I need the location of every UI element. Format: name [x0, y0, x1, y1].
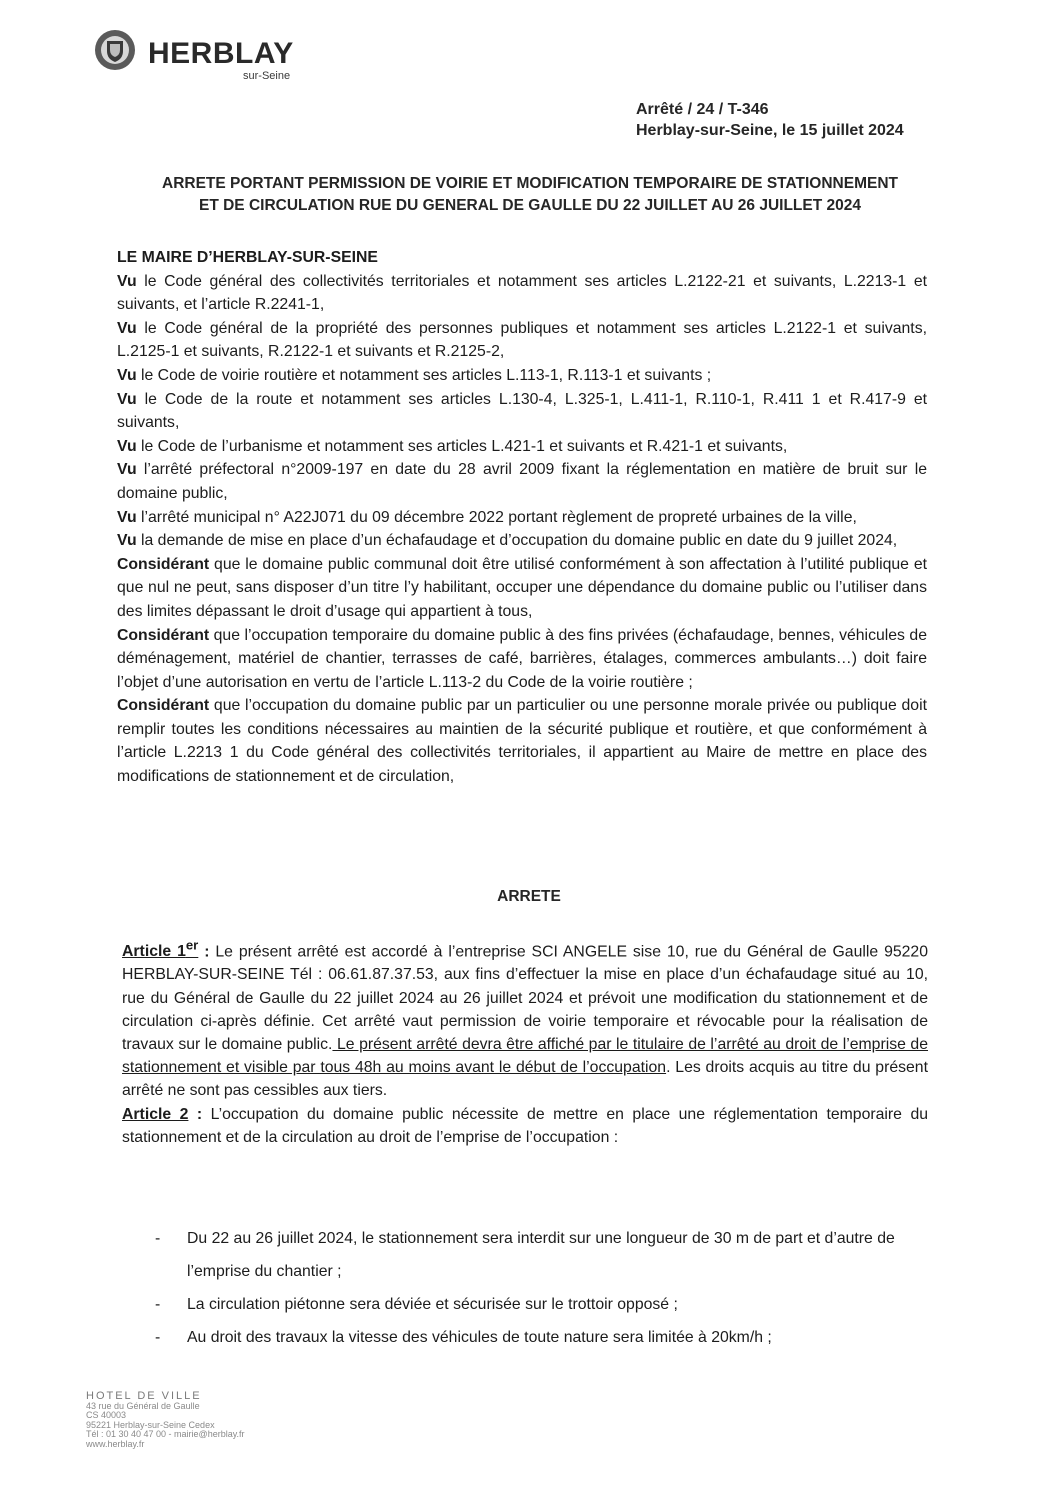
decree-title	[100, 173, 960, 217]
vu-label: Vu	[117, 508, 137, 526]
vu-label: Vu	[117, 319, 137, 337]
dash-bullet: -	[155, 1230, 161, 1247]
vu-text: le Code de l’urbanisme et notamment ses articles L.421-1 et suivants et R.421-1 et suivants,	[136, 437, 788, 455]
list-item	[155, 1222, 935, 1288]
list-item	[155, 1321, 935, 1354]
footer-line: 95221 Herblay-sur-Seine Cedex	[86, 1419, 215, 1430]
vu-text: l’arrêté municipal n° A22J071 du 09 décembre 2022 portant règlement de propreté urbaines de la ville,	[136, 508, 857, 526]
considerant-paragraph	[117, 624, 927, 695]
vu-label: Vu	[117, 532, 137, 550]
article-1	[122, 934, 928, 1103]
article-1-sep: :	[198, 943, 210, 961]
vu-paragraph	[117, 388, 927, 435]
list-item-text: La circulation piétonne sera déviée et sécurisée sur le trottoir opposé ;	[187, 1296, 678, 1313]
place-date: Herblay-sur-Seine, le 15 juillet 2024	[636, 122, 904, 139]
article-1-text-b: . Les droits acquis au titre du présent arrêté ne sont pas cessibles aux tiers.	[122, 1059, 928, 1100]
considerant-paragraph	[117, 553, 927, 624]
vu-text: le Code général des collectivités territoriales et notamment ses articles L.2122-21 et suivants, L.2213-1 et suivants, et l’article R.2241-1,	[117, 272, 927, 314]
vu-paragraph	[117, 529, 927, 553]
article-2-label: Article 2	[122, 1105, 189, 1123]
vu-label: Vu	[117, 437, 137, 455]
footer-line: 43 rue du Général de Gaulle	[86, 1400, 200, 1411]
article-1-text-a: Le présent arrêté est accordé à l’entreprise SCI ANGELE sise 10, rue du Général de Gaulle 95220 HERBLAY-SUR-SEINE Tél : 06.61.87.37.53, aux fins d’effectuer la mise en place d’un échafaudage situé au 10, rue du Général de Gaulle du 22 juillet 2024 au 26 juillet 2024 et prévoit une modification du stationnement et de circulation ci-après définie. Cet arrêté vaut permission de voirie temporaire et révocable pour la réalisation de travaux sur le domaine public.	[122, 943, 929, 1054]
list-item	[155, 1288, 935, 1321]
footer-heading: HOTEL DE VILLE	[86, 1390, 202, 1402]
footer-line: www.herblay.fr	[86, 1438, 145, 1449]
article-1-sup: er	[185, 938, 199, 953]
list-item-text: Du 22 au 26 juillet 2024, le stationnement sera interdit sur une longueur de 30 m de part et d’autre de l’emprise du chantier ;	[187, 1230, 895, 1280]
logo-subtitle: sur-Seine	[243, 70, 291, 82]
vu-text: le Code de la route et notamment ses articles L.130-4, L.325-1, L.411-1, R.110-1, R.411 1 et R.417-9 et suivants,	[117, 390, 927, 432]
vu-label: Vu	[117, 390, 137, 408]
article-1-label-text: Article 1	[122, 943, 186, 961]
footer-address	[86, 1392, 245, 1449]
title-line-2: ET DE CIRCULATION RUE DU GENERAL DE GAULLE DU 22 JUILLET AU 26 JUILLET 2024	[199, 197, 861, 214]
vu-text: le Code général de la propriété des personnes publiques et notamment ses articles L.2122-1 et suivants, L.2125-1 et suivants, R.2122-1 et suivants et R.2125-2,	[117, 319, 927, 361]
vu-label: Vu	[117, 366, 137, 384]
article-1-underlined-text: Le présent arrêté devra être affiché par le titulaire de l’arrêté au droit de l’emprise de stationnement et visible par tous 48h au moins avant le début de l’occupation	[122, 1036, 929, 1077]
measures-list	[155, 1222, 935, 1354]
city-logo	[88, 28, 318, 88]
vu-paragraph	[117, 506, 927, 530]
vu-paragraph	[117, 435, 927, 459]
footer-line: CS 40003	[86, 1410, 127, 1420]
arrete-heading: ARRETE	[497, 888, 561, 905]
considerant-text: que le domaine public communal doit être utilisé conformément à son affectation à l’utilité publique et que nul ne peut, sans disposer d’un titre l’y habilitant, occuper une dépendance du domaine public ou l’utiliser dans des limites dépassant le droit d’usage qui appartient à tous,	[117, 555, 927, 620]
footer-line: Tél : 01 30 40 47 00 - mairie@herblay.fr	[86, 1429, 245, 1439]
vu-label: Vu	[117, 272, 137, 290]
vu-text: l’arrêté préfectoral n°2009-197 en date du 28 avril 2009 fixant la réglementation en matière de bruit sur le domaine public,	[117, 461, 927, 502]
vu-paragraph	[117, 364, 927, 388]
considerant-text: que l’occupation temporaire du domaine public à des fins privées (échafaudage, bennes, véhicules de déménagement, matériel de chantier, terrasses de café, barrières, étalages, commerces ambulants…) doit faire l’objet d’une autorisation en vertu de l’article L.113-2 du Code de la voirie routière ;	[117, 626, 927, 691]
article-2-sep: :	[188, 1105, 203, 1123]
considerant-label: Considérant	[117, 697, 210, 715]
vu-text: la demande de mise en place d’un échafaudage et d’occupation du domaine public en date du 9 juillet 2024,	[136, 532, 898, 550]
vu-label: Vu	[117, 461, 137, 479]
considerant-paragraph	[117, 694, 927, 788]
preamble	[117, 246, 927, 789]
title-line-1: ARRETE PORTANT PERMISSION DE VOIRIE ET MODIFICATION TEMPORAIRE DE STATIONNEMENT	[162, 175, 898, 192]
articles	[122, 934, 928, 1149]
article-2	[122, 1103, 928, 1149]
vu-paragraph	[117, 317, 927, 364]
article-1-label	[122, 938, 199, 961]
considerant-text: que l’occupation du domaine public par un particulier ou une personne morale privée ou publique doit remplir toutes les conditions nécessaires au maintien de la sécurité publique et routière, et que conformément à l’article L.2213 1 du Code général des collectivités territoriales, il appartient au Maire de mettre en place des modifications de stationnement et de circulation,	[117, 697, 927, 786]
vu-paragraph	[117, 270, 927, 317]
dash-bullet: -	[155, 1329, 161, 1346]
coat-of-arms-icon	[88, 28, 142, 72]
logo-name: HERBLAY	[148, 37, 294, 70]
vu-text: le Code de voirie routière et notamment ses articles L.113-1, R.113-1 et suivants ;	[136, 366, 712, 384]
decree-number: Arrêté / 24 / T-346	[636, 101, 769, 118]
considerant-label: Considérant	[117, 555, 210, 573]
list-item-text: Au droit des travaux la vitesse des véhicules de toute nature sera limitée à 20km/h ;	[187, 1329, 772, 1346]
vu-paragraph	[117, 458, 927, 505]
considerant-label: Considérant	[117, 626, 210, 644]
dash-bullet: -	[155, 1296, 161, 1313]
article-2-text: L’occupation du domaine public nécessite de mettre en place une réglementation temporaire du stationnement et de la circulation au droit de l’emprise de l’occupation :	[122, 1105, 929, 1146]
maire-heading: LE MAIRE D’HERBLAY-SUR-SEINE	[117, 249, 378, 266]
